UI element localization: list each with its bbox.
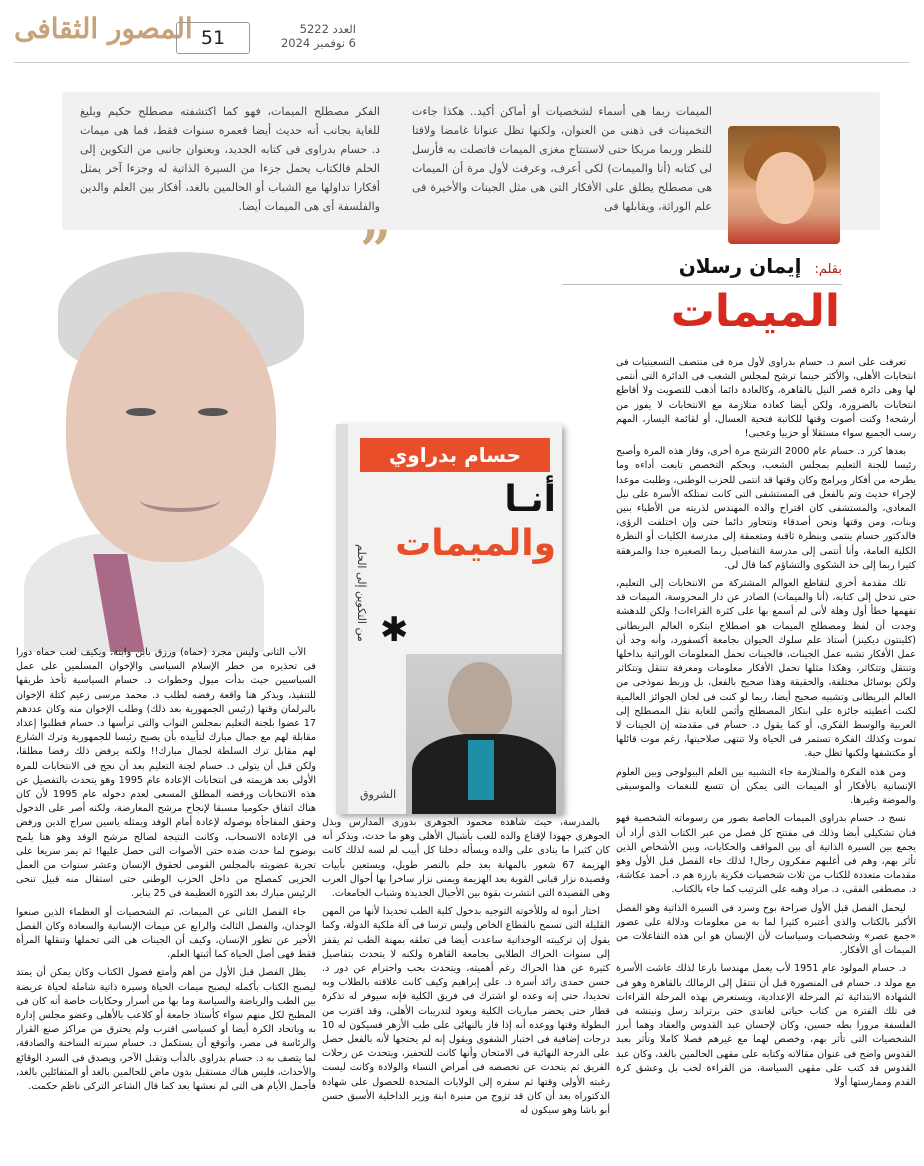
- book-title: [356, 478, 556, 566]
- paragraph: بالمدرسة، حيث شاهده محمود الجوهرى بدورى المدارس وبذل الجوهرى جهودا لإقناع والده للعب بأشبال الأهلى وهو ما حدث، ويذكر أنه كان كثيرا ما ينادى على والده ويسأله دخلنا كل أبيب لم لسه لذلك كانت الهزيمة 67 شعور بالمهانة بعد حلم بالنصر طويل، ويستعين بأبيات وقصيدة نزار قبانى القوية بعد الهزيمة ويمنى نزار ساخرا بها أحوال العرب وهى القصيدة التى انتشرت بقوة بين الأجيال الجديدة وشباب الجامعات.: [322, 817, 610, 900]
- paragraph: ليحمل الفصل قبل الأول صراحة بوح وسرد فى السيرة الذاتية وهو الفصل الأكبر بالكتاب والذى أعتبره كثيرا لما به من معلومات ودلالة على عصور «جمع عصر» وشخصيات وسياسات لأن الإنسان هو ابن هذه التفاعلات من الميمات أى الأفكار.: [616, 902, 916, 957]
- book-title-line2: والميمات: [395, 523, 556, 564]
- byline: [562, 254, 842, 278]
- portrait-eye-left: [126, 408, 156, 416]
- header-divider: [14, 62, 910, 63]
- book-author: حسام بدراوي: [360, 438, 550, 472]
- book-author-photo: [406, 654, 562, 814]
- page-header: [0, 0, 924, 70]
- magazine-name: المصور الثقافى: [14, 12, 193, 45]
- issue-date: 6 نوفمبر 2024: [280, 36, 356, 50]
- book-subtitle: من التكوين إلى الحلم: [355, 544, 368, 642]
- author-portrait: [728, 126, 840, 244]
- paragraph: يظل الفصل قبل الأول من أهم وأمتع فصول الكتاب وكان يمكن أن يمتد ليصبح الكتاب بأكمله ليصبح ميمات الحياة وسيرة ذاتية شاملة لحياة عريضة بين الطب والرياضة والسياسة وما بها من أسرار وحكايات خاصة أنه كان فى المطبخ لكل منهم سواء كأستاذ جامعة أو كلاعب بالأهلى وعضو مجلس إدارة به وباتحاد الكرة أيضا أو كسياسى اقترب ولم يحترق من مراكز صنع القرار والرئاسة فى مصر، وأتوقع أن يستكمل د. حسام سيرته الساخنة والصادقة، لما يتصف به د. حسام بدراوى بالدأب وتقبل الآخر، ويصدق فى السرد الوقائع والأحداث، فليس هناك مستقبل بدون ماض للحالمين بالغد أو المتفائلين بالغد، فأجمل الأيام هى التى لم نعشها بعد كما قال الشاعر التركى ناظم حكمت.: [16, 967, 316, 1093]
- paragraph: الأب الثانى وليس مجرد (حماه) ورزق بابن وابنة، ويكيف لعب حماه دورا فى تحذيره من خطر الإسلام السياسى والإخوان المسلمين على عمل السياسيين حيث بدأت ميول وخطوات د. حسام السياسية تأخذ طريقها للتنفيذ، ويذكر هنا واقعة رفضه لطلب د. محمد مرسى زعيم كتلة الإخوان بالبرلمان وقتها (رئيس الجمهورية بعد ذلك) وطلب الإخوان منه وكان عددهم 17 عضوا بلجنة التعليم بمجلس النواب والتى ترأسها د. حسام فطلبوا إعداد مقابلة لهم مع جمال مبارك لتأييده بأن يصبح رئيسا للجمهورية وترك الشارع لهم مقابل ترك السلطة لجمال مبارك!! ولكنه يرفض ذلك رفضا مطلقا، ولكن قبل أن يتولى د. حسام لجنة التعليم بعد أن نجح فى الانتخابات للمرة الأولى بعد هزيمته فى انتخابات الإعادة عام 1995 وهو يتحدث بالتفصيل عن هذه الانتخابات ورفضه المطلق المسعى لعدم دخوله عام 1995 لأن كان هناك اتفاق حكوميا مسبقا لإنجاح مرشح المعارضة، ولكنه أصر على الدخول وحقق المفاجأة بوصوله لإعادة أمام الوفد ويمثله ياسين سراج الدين ورفض فى الإعادة الانسحاب، وكانت النتيجة لصالح مرشح الوفد وهو هنا يلمح بوضوح لما حدث ضده حتى الأصوات التى حصل عليها! ثم يمر سريعا على تجربة عضويته بالمجلس القومى لحقوق الإنسان وعشر سنوات من العمل الحزبى كمصلح من داخل الحزب الوطنى حتى استقال منه قبيل تنحى الرئيس مبارك بعد الثورة العظيمة فى 25 يناير.: [16, 647, 316, 900]
- portrait-eye-right: [198, 408, 228, 416]
- portrait-face: [756, 152, 814, 224]
- article-column-middle: [322, 816, 610, 1160]
- byline-divider: [562, 284, 842, 285]
- paragraph: تلك مقدمة أخرى لتقاطع العوالم المشتركة من الانتخابات إلى التعليم، حتى تدخل إلى كتابه، (أنا والميمات) الصادر عن دار المحروسة، الميمات قد تفهمها خطأ أول وهلة لأنى لم أسمع بها على كثرة القراءات! ولكن للدهشة وجدت أن لفظ ومصطلح الميمات هو اصطلاح ابتكره العالم البريطانى (كلينتون ديكينز) أستاذ علم سلوك الحيوان بجامعة أكسفورد، وأنه وجد أن عمل الأفكار تشبه عمل الجينات، فالجينات تحمل المعلومات الوراثية بداخلها وتنتقل وتتكاثر، وهكذا مثلها تحمل الأفكار معلومات ومعرفة تنتقل وتتكاثر ولكن بوسائل مختلفة، والحقيقة وهذا صحيح بالفعل، بل وربط نموذجى من العالم البريطانى وتشبيه صحيح أيضا، ربما لو كنت فى لجان الجوائز العالمية لكنت أعطيته جائزة على ابتكار المصطلح وأثمن للغاية نقل المصطلح إلى العربية والوسط الفكرى، أو كما يقول د. حسام فى مقدمته إن الجينات لا تموت وكذلك الفكرة تستمر فى الحياة ولا تنتهى صلاحيتها، رغم موت قائلها أو مكتشفها ولكنها تظل حية.: [616, 578, 916, 760]
- paragraph: بعدها كرر د. حسام عام 2000 الترشح مرة أخرى، وفاز هذه المرة وأصبح رئيسا للجنة التعليم بمجلس الشعب، وبحكم التخصص تابعت أداءه وما يطرحه من أفكار وبرامج وكان وقتها قد انتمى للحزب الوطنى، وطلبت موعدا لإجراء حديث وتم بالفعل فى المستشفى التى كانت تمتلكه الأسرة على نيل المعادى، والمستشفى كان اقتراح والده المهندس لذريته من الأطباء بنين وبنات، ومن وقتها ونحن أصدقاء ونتحاور دائما حتى وإن اختلفت الرؤى، فالدكتور حسام ينتمى وبنظرة ثاقبة ومتعمقة إلى مدرسة الكليات أو النظرة الكلية العامة، وأنا أنتمى إلى مدرسة التفاصيل ربما الصغيرة جدا والمرهقة كثيرا ربما إلى حد الشكوى والتشاؤم كما قال لى.: [616, 446, 916, 571]
- portrait-smile: [140, 488, 220, 512]
- asterisk-icon: ✱: [380, 610, 409, 650]
- article-column-right: [616, 356, 916, 1160]
- byline-label: بقلم:: [814, 262, 842, 277]
- book-photo-head: [448, 662, 512, 740]
- paragraph: د. حسام المولود عام 1951 لأب يعمل مهندسا بارعا لذلك عاشت الأسرة مع مولد د. حسام فى المنصورة قبل أن تنتقل إلى الزمالك بالقاهرة وهو فى الشهادة الابتدائية ثم المرحلة الإعدادية، ويستعرض بهذه المرحلة القراءات فى تلك الفترة من كتاب حياتى لغاندى حتى برتراند رسل ونيتشه فى الفلسفة مرورا بطه حسين، وكان لإحسان عبد القدوس والعقاد وهما أبرز الشخصيات التى تأثر بهم، وخصص لهما مع غيرهم فصلا كاملا وتأثر بعبد القدوس واضح فى عنوان مقالاته وكتابه على مقهى الحالمين بالغد، وكان عبد القدوس قد كتب على مقهى السياسة، من القراءة لحب بل وعشق كرة القدم وممارستها أولا: [616, 963, 916, 1088]
- paragraph: ومن هذه الفكرة والمتلازمة جاء التشبيه بين العلم البيولوجى وبين العلوم الإنسانية بالأفكار أو الميمات التى يمكن أن تتسع للنغمات والموسيقى والموضة وغيرها.: [616, 766, 916, 807]
- subject-portrait-illustration: [10, 232, 328, 652]
- paragraph: نسج د. حسام بدراوى الميمات الخاصة بصور من رسوماته الشخصية فهو فنان تشكيلى أيضا وذلك فى مفتتح كل فصل من عبر الكتاب الذى أراد أن يجمع بين السيرة الذاتية أى بين المواقف والحكايات، وبين الأشخاص الذين تأثر بهم، وهم فى أغلبهم مفكرون رجال! لذلك جاء الفصل قبل الأول وهو مقدمات متعددة للكتاب من ثلاث شخصيات فكرية بارزة هم د. أحمد عكاشة، د. مصطفى الفقى، د. مراد وهبه على الترتيب كما جاء بالكتاب.: [616, 813, 916, 896]
- quote-mark-icon: ”: [360, 218, 392, 282]
- paragraph: جاء الفصل الثانى عن الميمات، ثم الشخصيات أو العظماء الذين صنعوا الوجدان، والفصل الثالث والرابع عن ميمات الإنسانية والسعادة وكان الفصل الأخير عن تطور الإنسان، وكيف أن الجينات هى التى تحملها وتنقلها المرأة فقط فهى أصل الحياة كما أثبتها العلم.: [16, 906, 316, 961]
- portrait-head: [66, 292, 276, 562]
- intro-text-right: الميمات ربما هى أسماء لشخصيات أو أماكن أكيد.. هكذا جاءت التخمينات فى ذهنى من العنوان، ولكنها تظل عنوانا غامضا ولافتا للنظر وربما مربكا حتى لاستنتاج مغزى الميمات فاتصلت به فأرسل لى كتابه (أنا والميمات) لكى أعرف، وعرفت لأول مرة أن الميمات هى مصطلح يطلق على الأفكار التى هى مثل الجينات والأخيرة فى علم الوراثة، ويقابلها فى: [412, 105, 712, 213]
- article-title: الميمات: [670, 286, 840, 337]
- intro-text-left: الفكر مصطلح الميمات، فهو كما اكتشفته مصطلح حكيم وبليغ للغاية بجانب أنه حديث أيضا فعمره سنوات فقط، فما هى ميمات د. حسام بدراوى فى كتابه الجديد، وبعنوان جانبى من التكوين إلى الحلم فالكتاب يحمل جزءا من السيرة الذاتية له وجزءا آخر يمثل أفكارا تداولها مع الشباب أو الحالمين بالغد، أفكار بين العلم والدين والفلسفة أى هى الميمات أيضا.: [80, 105, 380, 213]
- page-number: 51: [176, 22, 250, 54]
- paragraph: اختار أبوه له وللأخوته التوجيه بدخول كلية الطب تحديدا لأنها من المهن القليلة التى تسمح بالقطاع الخاص وليس ترسا فى آلة ملكية الدولة، وكما يقول إن تركيبته الوجدانية ساعدت أيضا فى تعلقه بمهنة الطب ثم يقفز إلى سنوات الحراك الطلابى بجامعة القاهرة ولكنه لا يتحدث بتفاصيل كثيرة عن هذا الحراك رغم أهميته، ويتحدث بحب واحترام عن دور د. حسن حمدى رائد أسرة د. على إبراهيم وكيف كانت علاقته بالطلاب وبه تحديدا، حتى إنه وعده لو اشترك فى فريق الكلية فإنه سيوفر له تذكرة قطار حتى يحضر مباريات الكلية ويعود لتدريبات الأهلى، وقد اقترب من البطولة وقتها ووعده أنه إذا فاز بالنهائى على طب الأزهر فسيكون له 10 درجات إضافية فى اختبار الشفوى ويقول إنه لم يحتجها لأنه بالفعل حصل على الدرجة النهائية فى الامتحان وأنها كانت للتحفيز، ويتحدث عن رحلات الفريق ثم يتحدث عن تخصصه فى أمراض النساء والولادة وكانت ليست رغبته الأولى وقتها ثم سفره إلى الولايات المتحدة للحصول على شهادة الدكتوراه بعد أن كان قد تزوج من منيرة ابنة وزير الداخلية الأسبق حسن أبو باشا وهو سيكون له: [322, 906, 610, 1117]
- book-cover: [336, 424, 562, 814]
- byline-author: إيمان رسلان: [678, 254, 802, 278]
- book-title-line1: أنـا: [504, 479, 556, 520]
- issue-label: العدد 5222: [299, 22, 356, 36]
- book-photo-shirt: [468, 740, 494, 800]
- paragraph: تعرفت على اسم د. حسام بدراوى لأول مرة فى منتصف التسعينيات فى انتخابات الأهلى، والأكثر حينما ترشح لمجلس الشعب فى الدائرة التى أنتمى لها وهى دائرة قصر النيل بالقاهرة، وكالعادة دائما أذهب للتصويت ولا أقاطع انتخابات بالضرورة، ولكن أيضا كعادة متلازمة مع الانتخابات لا يفوز من أرشحه! وكنت أصوت وقتها للكاتبة فتحية العسال، أو لقائمة اليسار، المهم رسب الجميع سواء مستقلا أو حزبيا وعجبى!: [616, 357, 916, 440]
- book-spine: [336, 424, 348, 814]
- issue-info: [256, 22, 356, 50]
- article-column-left: [16, 646, 316, 1160]
- book-publisher: الشروق: [360, 788, 397, 801]
